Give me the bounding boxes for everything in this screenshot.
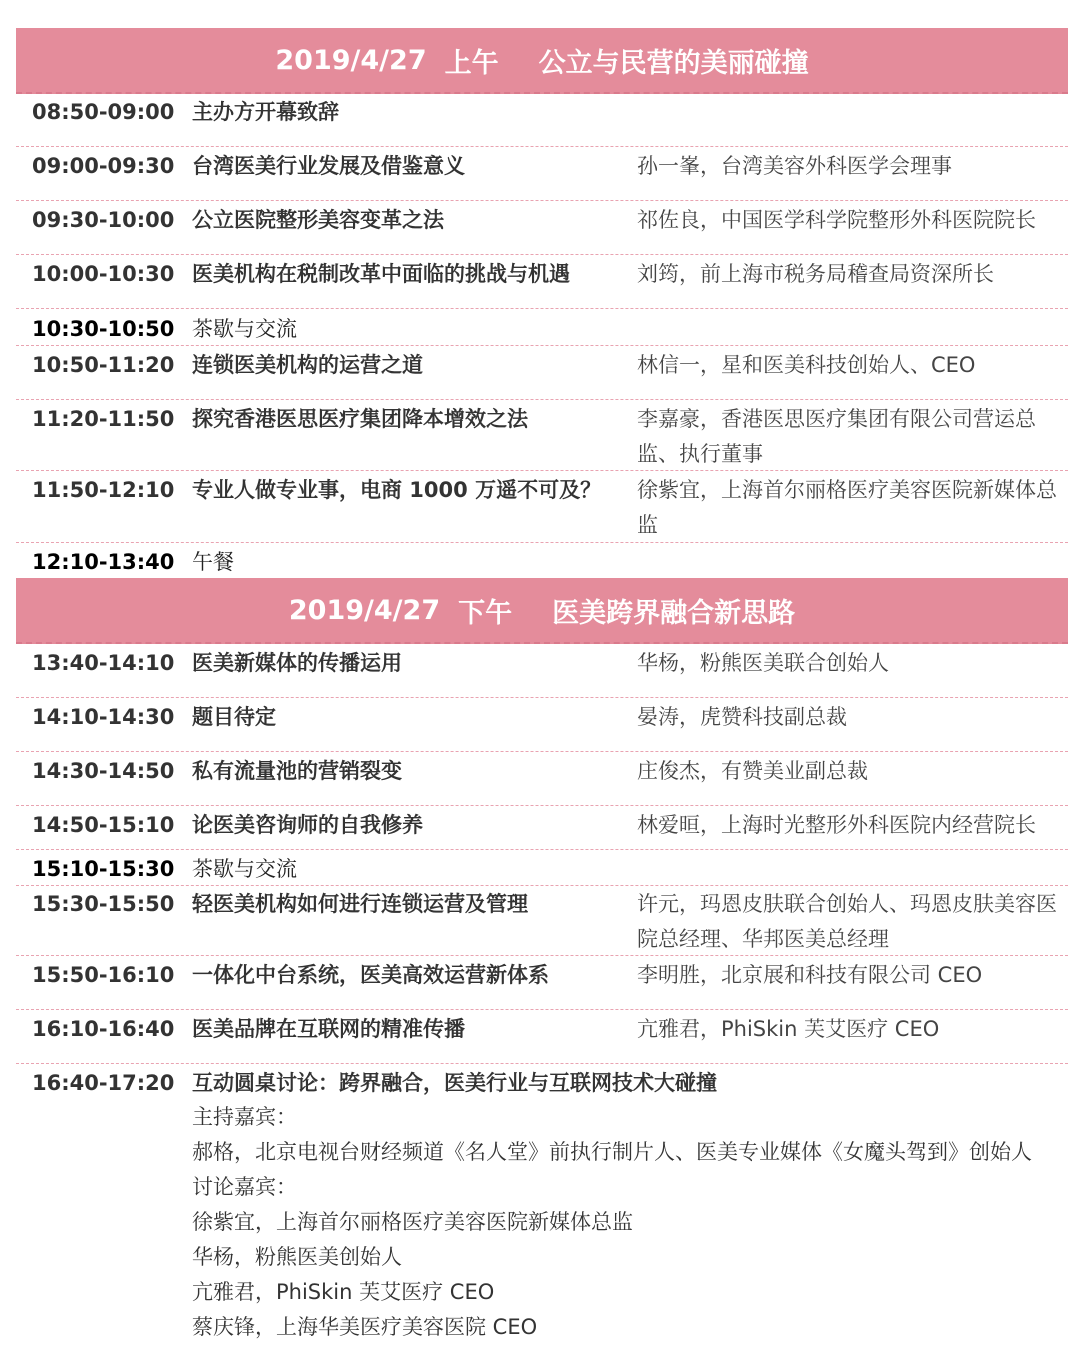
agenda-row-break: [16, 852, 1068, 886]
row-speaker: 李嘉豪，香港医思医疗集团有限公司营运总监、执行董事: [637, 407, 1036, 466]
row-time: 15:30-15:50: [32, 892, 175, 916]
agenda-row: [16, 646, 1068, 698]
panel-guest: 华杨，粉熊医美创始人: [192, 1245, 402, 1269]
row-speaker: 徐紫宜，上海首尔丽格医疗美容医院新媒体总监: [637, 478, 1057, 537]
row-title: 午餐: [192, 550, 234, 574]
agenda-row: [16, 754, 1068, 806]
agenda-row: [16, 473, 1068, 543]
agenda-row-break: [16, 312, 1068, 346]
row-title: 公立医院整形美容变革之法: [192, 208, 444, 232]
panel-guest: 蔡庆锋，上海华美医疗美容医院 CEO: [192, 1315, 538, 1339]
row-time: 09:00-09:30: [32, 154, 175, 178]
panel-guests-label: 讨论嘉宾：: [192, 1175, 297, 1199]
row-time: 10:00-10:30: [32, 262, 175, 286]
row-time: 13:40-14:10: [32, 651, 175, 675]
row-title: 医美新媒体的传播运用: [192, 651, 402, 675]
row-speaker: 孙一峯，台湾美容外科医学会理事: [637, 154, 952, 178]
agenda-row: [16, 348, 1068, 400]
row-time: 15:50-16:10: [32, 963, 175, 987]
panel-guest: 亢雅君，PhiSkin 芙艾医疗 CEO: [192, 1280, 495, 1304]
row-time: 15:10-15:30: [32, 857, 175, 881]
agenda-row: [16, 808, 1068, 850]
morning-part: 上午: [444, 47, 499, 79]
row-time: 14:30-14:50: [32, 759, 175, 783]
agenda-row: [16, 203, 1068, 255]
row-title: 论医美咨询师的自我修养: [192, 813, 423, 837]
row-time: 12:10-13:40: [32, 550, 175, 574]
agenda-row: [16, 1012, 1068, 1064]
afternoon-session-header: [16, 578, 1068, 644]
row-title: 题目待定: [192, 705, 276, 729]
row-time: 10:30-10:50: [32, 317, 175, 341]
row-time: 09:30-10:00: [32, 208, 175, 232]
afternoon-theme: 医美跨界融合新思路: [552, 597, 796, 629]
morning-session-header: [16, 28, 1068, 94]
afternoon-date: 2019/4/27: [288, 594, 441, 626]
row-title: 主办方开幕致辞: [192, 100, 339, 124]
row-speaker: 庄俊杰，有赞美业副总裁: [637, 759, 868, 783]
agenda-row-break: [16, 545, 1068, 577]
row-title: 轻医美机构如何进行连锁运营及管理: [192, 892, 528, 916]
row-time: 16:40-17:20: [32, 1071, 175, 1095]
afternoon-part: 下午: [458, 597, 513, 629]
row-time: 11:20-11:50: [32, 407, 175, 431]
row-speaker: 李明胜，北京展和科技有限公司 CEO: [637, 963, 983, 987]
agenda-row-panel: [16, 1066, 1068, 1100]
row-time: 11:50-12:10: [32, 478, 175, 502]
row-time: 14:50-15:10: [32, 813, 175, 837]
row-speaker: 林信一，星和医美科技创始人、CEO: [637, 353, 976, 377]
row-time: 16:10-16:40: [32, 1017, 175, 1041]
panel-host-label: 主持嘉宾：: [192, 1105, 297, 1129]
row-speaker: 许元，玛恩皮肤联合创始人、玛恩皮肤美容医院总经理、华邦医美总经理: [637, 892, 1057, 951]
row-time: 08:50-09:00: [32, 100, 175, 124]
panel-host: 郝格，北京电视台财经频道《名人堂》前执行制片人、医美专业媒体《女魔头驾到》创始人: [192, 1140, 1032, 1164]
row-time: 14:10-14:30: [32, 705, 175, 729]
row-title: 专业人做专业事，电商 1000 万遥不可及？: [192, 478, 602, 502]
row-title: 互动圆桌讨论：跨界融合，医美行业与互联网技术大碰撞: [192, 1071, 717, 1095]
row-title: 台湾医美行业发展及借鉴意义: [192, 154, 465, 178]
row-title: 茶歇与交流: [192, 857, 297, 881]
panel-guest: 徐紫宜，上海首尔丽格医疗美容医院新媒体总监: [192, 1210, 633, 1234]
agenda-row: [16, 958, 1068, 1010]
morning-date: 2019/4/27: [275, 44, 427, 76]
row-speaker: 华杨，粉熊医美联合创始人: [637, 651, 889, 675]
row-speaker: 晏涛，虎赞科技副总裁: [637, 705, 847, 729]
row-title: 私有流量池的营销裂变: [192, 759, 402, 783]
agenda-row: [16, 700, 1068, 752]
row-speaker: 林爱晅，上海时光整形外科医院内经营院长: [637, 813, 1036, 837]
agenda-row: [16, 402, 1068, 471]
agenda-row: [16, 95, 1068, 147]
agenda-row: [16, 257, 1068, 309]
row-speaker: 刘筠，前上海市税务局稽查局资深所长: [637, 262, 994, 286]
panel-details: [192, 1100, 1062, 1345]
row-title: 连锁医美机构的运营之道: [192, 353, 423, 377]
morning-theme: 公立与民营的美丽碰撞: [538, 47, 809, 79]
row-speaker: 亢雅君，PhiSkin 芙艾医疗 CEO: [637, 1017, 940, 1041]
agenda-row: [16, 887, 1068, 956]
row-title: 探究香港医思医疗集团降本增效之法: [192, 407, 528, 431]
row-time: 10:50-11:20: [32, 353, 175, 377]
row-speaker: 祁佐良，中国医学科学院整形外科医院院长: [637, 208, 1036, 232]
row-title: 医美品牌在互联网的精准传播: [192, 1017, 465, 1041]
row-title: 茶歇与交流: [192, 317, 297, 341]
row-title: 医美机构在税制改革中面临的挑战与机遇: [192, 262, 570, 286]
agenda-row: [16, 149, 1068, 201]
row-title: 一体化中台系统，医美高效运营新体系: [192, 963, 549, 987]
